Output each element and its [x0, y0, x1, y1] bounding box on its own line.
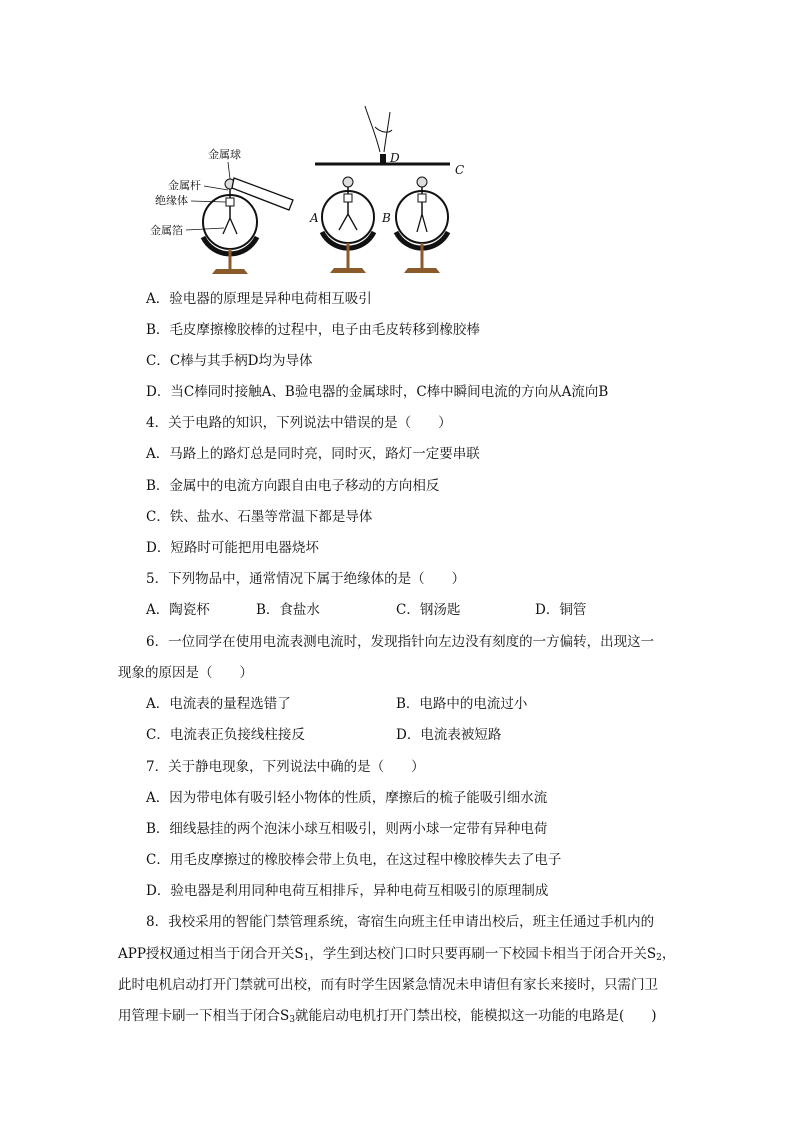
q7-stem: 7．关于静电现象，下列说法中确的是（ ） — [146, 759, 425, 775]
q5-option-c: C．钢汤匙 — [396, 602, 461, 618]
electroscope-B — [396, 177, 448, 273]
q8-sub-1: 1 — [303, 953, 310, 963]
q4-option-c: C．铁、盐水、石墨等常温下都是导体 — [146, 509, 373, 525]
q5-option-d: D．铜管 — [535, 602, 587, 618]
q7-option-c: C．用毛皮摩擦过的橡胶棒会带上负电，在这过程中橡胶棒失去了电子 — [146, 852, 562, 868]
q6-stem-line1: 6．一位同学在使用电流表测电流时，发现指针向左边没有刻度的一方偏转，出现这一 — [146, 634, 655, 650]
q5-stem: 5．下列物品中，通常情况下属于绝缘体的是（ ） — [146, 571, 466, 587]
q4-stem: 4．关于电路的知识，下列说法中错误的是（ ） — [146, 415, 452, 431]
q8-line4-part-b: 就能启动电机打开门禁出校，能模拟这一功能的电路是( ) — [294, 1008, 657, 1024]
q6-stem-line2: 现象的原因是（ ） — [118, 665, 253, 681]
q8-line1: 8．我校采用的智能门禁管理系统，寄宿生向班主任申请出校后，班主任通过手机内的 — [146, 914, 655, 930]
q7-option-a: A．因为带电体有吸引轻小物体的性质，摩擦后的梳子能吸引细水流 — [146, 790, 548, 806]
q4-option-b: B．金属中的电流方向跟自由电子移动的方向相反 — [146, 478, 440, 494]
q3-option-b: B．毛皮摩擦橡胶棒的过程中，电子由毛皮转移到橡胶棒 — [146, 322, 480, 338]
q8-line2-part-c: ， — [661, 946, 676, 962]
left-electroscope — [203, 178, 293, 274]
q4-option-a: A．马路上的路灯总是同时亮，同时灭，路灯一定要串联 — [146, 446, 480, 462]
q8-line4-part-a: 用管理卡刷一下相当于闭合S — [118, 1008, 290, 1024]
label-metal-ball: 金属球 — [208, 148, 241, 161]
electroscope-A — [322, 177, 374, 273]
q7-option-d: D．验电器是利用同种电荷互相排斥，异种电荷互相吸引的原理制成 — [146, 883, 549, 899]
label-C: C — [455, 163, 465, 177]
label-metal-foil: 金属箔 — [150, 224, 183, 237]
q8-line2 — [118, 944, 675, 968]
label-B: B — [382, 211, 391, 225]
q5-option-b: B．食盐水 — [256, 602, 320, 618]
q8-line4 — [118, 1006, 657, 1030]
label-insulator: 绝缘体 — [155, 194, 188, 207]
q7-option-b: B．细线悬挂的两个泡沫小球互相吸引，则两小球一定带有异种电荷 — [146, 821, 548, 837]
q8-line3: 此时电机启动打开门禁就可出校，而有时学生因紧急情况未申请但有家长来接时，只需门卫 — [118, 977, 658, 993]
q6-option-a: A．电流表的量程选错了 — [146, 696, 291, 712]
q6-option-b: B．电路中的电流过小 — [396, 696, 528, 712]
q4-option-d: D．短路时可能把用电器烧坏 — [146, 540, 319, 556]
q8-sub-2: 2 — [656, 953, 662, 963]
q6-option-d: D．电流表被短路 — [396, 727, 502, 743]
label-A: A — [310, 211, 319, 225]
q6-option-c: C．电流表正负接线柱接反 — [146, 727, 305, 743]
q8-line2-part-a: APP授权通过相当于闭合开关S — [118, 946, 304, 962]
label-D: D — [390, 151, 400, 165]
label-metal-rod: 金属杆 — [168, 179, 201, 192]
q3-option-a: A．验电器的原理是异种电荷相互吸引 — [146, 291, 372, 307]
q8-line2-part-b: ，学生到达校门口时只要再刷一下校园卡相当于闭合开关S — [309, 946, 657, 962]
q8-sub-3: 3 — [289, 1015, 295, 1025]
q3-option-d: D．当C棒同时接触A、B验电器的金属球时，C棒中瞬间电流的方向从A流向B — [146, 384, 609, 400]
electroscope-figure — [150, 92, 480, 282]
q5-option-a: A．陶瓷杯 — [146, 602, 210, 618]
q3-option-c: C．C棒与其手柄D均为导体 — [146, 353, 313, 369]
